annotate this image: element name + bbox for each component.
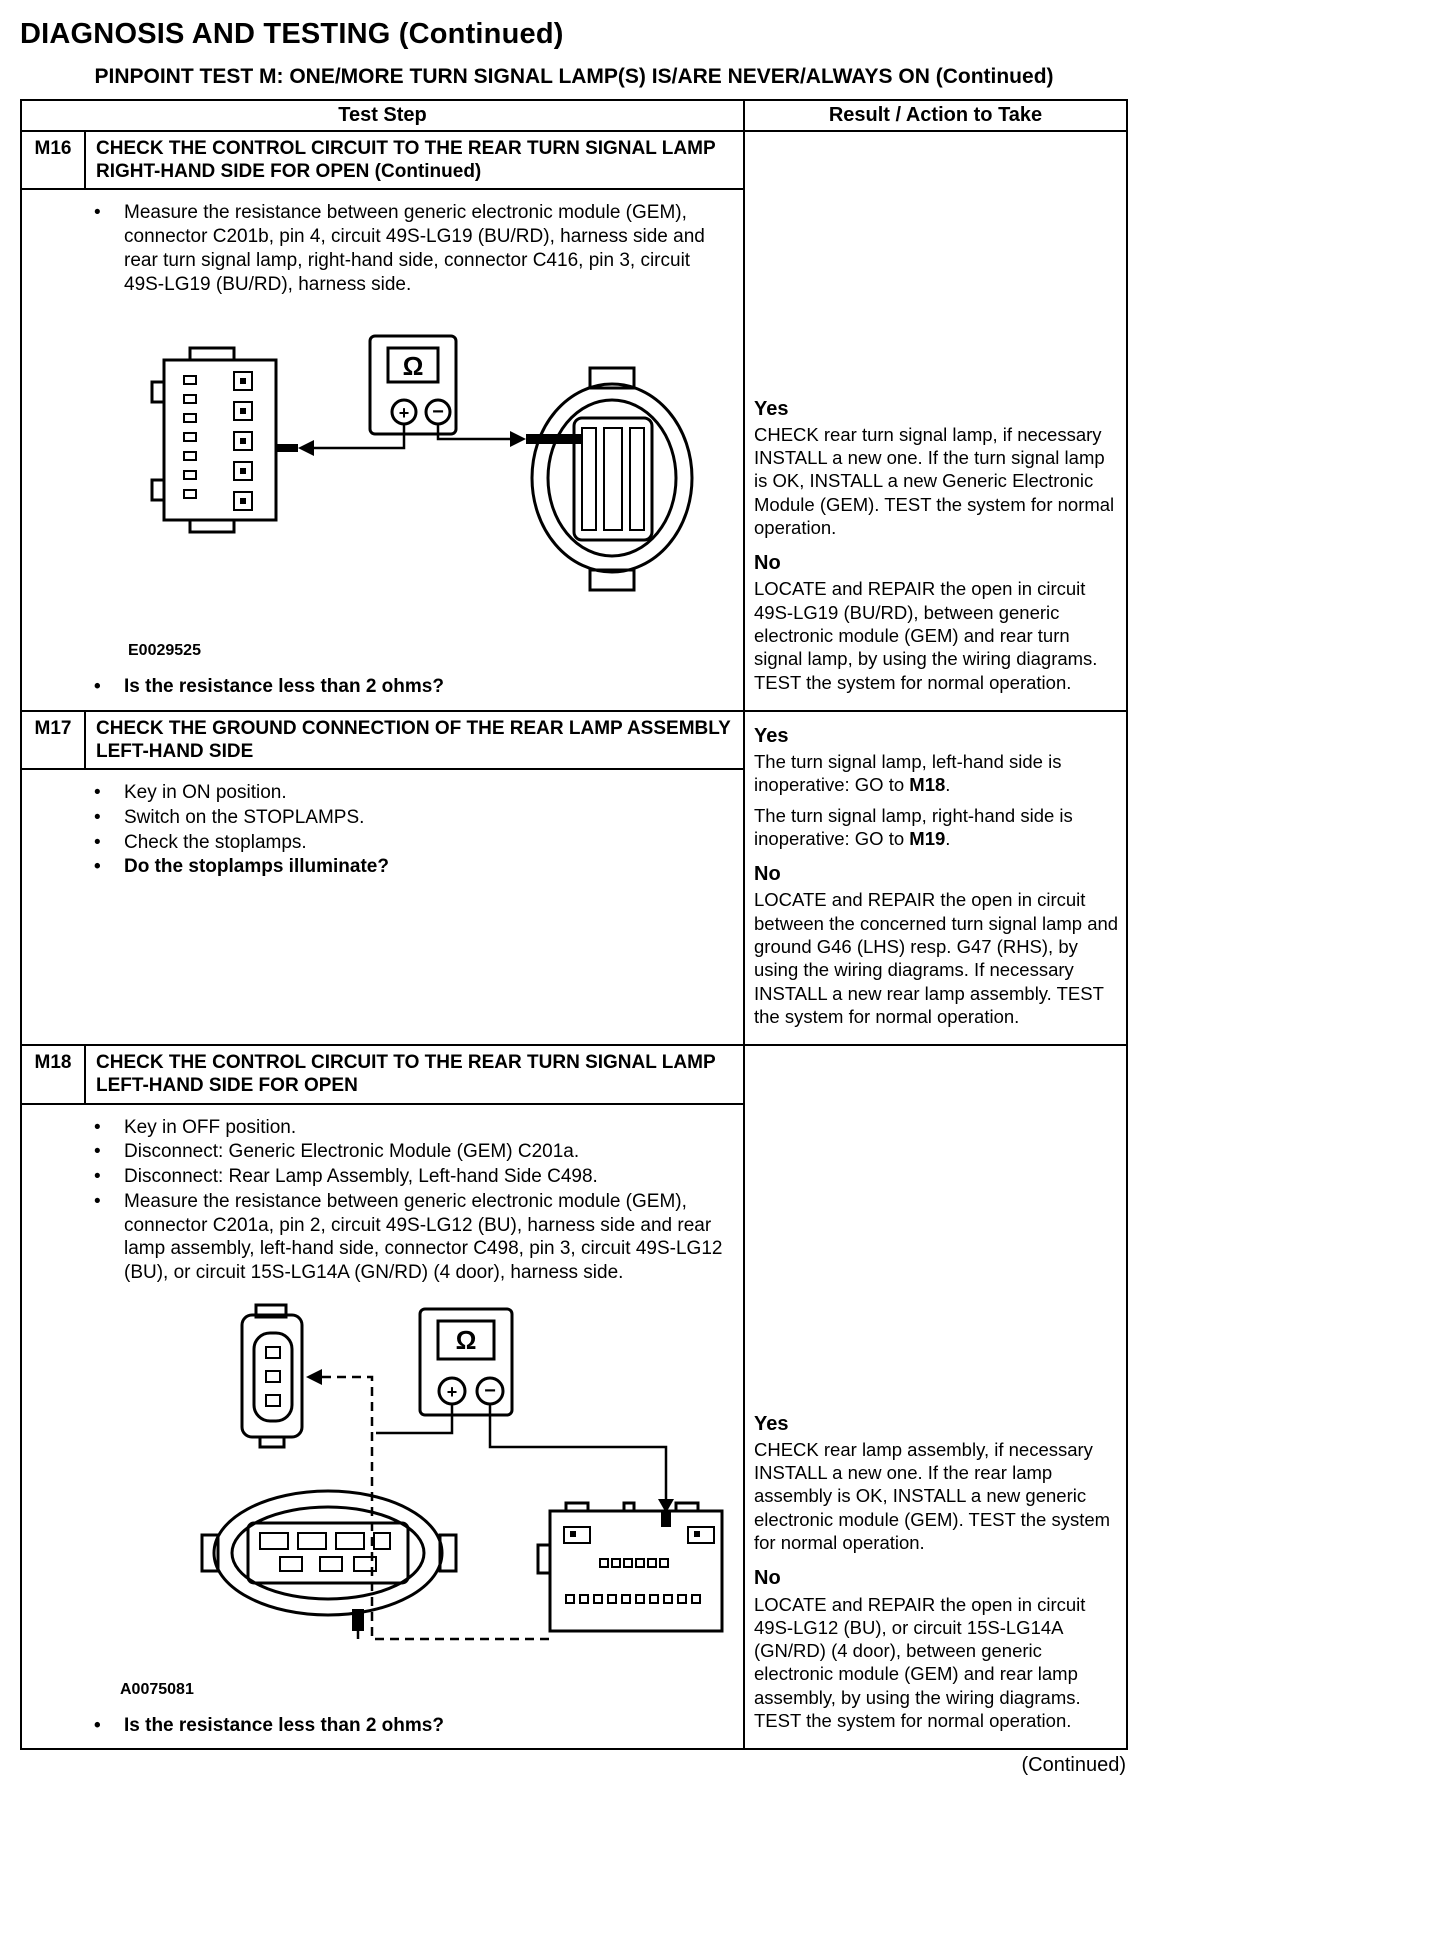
step-body-m16 [22, 190, 743, 710]
bullet-icon: • [94, 782, 101, 804]
result-no-label: No [754, 863, 781, 886]
pinpoint-test-table [20, 99, 1128, 1750]
bullet-icon: • [94, 1166, 101, 1188]
step-body-m18 [22, 1105, 743, 1749]
table-row [22, 1046, 1126, 1748]
minus-probe-label: − [432, 401, 444, 424]
result-no-label: No [754, 552, 781, 575]
step-instruction: • Measure the resistance between generic electronic module (GEM), connector C201b, pin 4, circuit 49S-LG19 (BU/RD), harness side and rear turn signal lamp, right-hand side, connector C416, pin 3, circuit 49S-LG19 (BU/RD), harness side. [94, 202, 705, 295]
step-title: CHECK THE CONTROL CIRCUIT TO THE REAR TURN SIGNAL LAMP RIGHT-HAND SIDE FOR OPEN (Continued) [96, 138, 716, 183]
step-id: M18 [22, 1046, 86, 1102]
figure-m18 [114, 1301, 735, 1666]
step-instruction: • Measure the resistance between generic electronic module (GEM), connector C201a, pin 2, circuit 49S-LG12 (BU), harness side and rear lamp assembly, left-hand side, connector C498, pin 3, circuit 49S-LG12 (BU), or circuit 15S-LG14A (GN/RD) (4 door), harness side. [94, 1190, 723, 1284]
bullet-icon: • [94, 1190, 101, 1212]
result-yes-text: CHECK rear turn signal lamp, if necessary INSTALL a new one. If the turn signal lamp is OK, INSTALL a new Generic Electronic Module (GEM). TEST the system for normal operation. [754, 423, 1115, 538]
step-instruction: • Disconnect: Generic Electronic Module (GEM) C201a. [94, 1141, 580, 1163]
bullet-icon: • [94, 676, 101, 698]
result-yes-text-1: The turn signal lamp, left-hand side is inoperative: GO to M18. [754, 751, 1062, 796]
step-title: CHECK THE CONTROL CIRCUIT TO THE REAR TURN SIGNAL LAMP LEFT-HAND SIDE FOR OPEN [96, 1052, 716, 1097]
bullet-icon: • [94, 1116, 101, 1138]
step-instruction: • Switch on the STOPLAMPS. [94, 806, 365, 828]
table-row [22, 712, 1126, 1046]
test-step-cell-m16 [22, 132, 745, 710]
table-row [22, 132, 1126, 712]
result-cell-m16 [745, 132, 1126, 710]
column-header-test-step: Test Step [22, 101, 745, 130]
page-title: DIAGNOSIS AND TESTING (Continued) [20, 18, 564, 50]
bullet-icon: • [94, 856, 101, 878]
goto-step-ref: M19 [909, 827, 946, 849]
bullet-icon: • [94, 1714, 101, 1736]
figure-label: A0075081 [120, 1680, 194, 1698]
step-instruction: • Check the stoplamps. [94, 831, 307, 853]
result-no-text: LOCATE and REPAIR the open in circuit between the concerned turn signal lamp and ground G46 (LHS) resp. G47 (RHS), by using the wiring diagrams. If necessary INSTALL a new rear lamp assembly. TEST the system for normal operation. [754, 889, 1119, 1027]
bullet-icon: • [94, 1141, 101, 1163]
step-id: M16 [22, 132, 86, 188]
step-id: M17 [22, 712, 86, 768]
figure-label: E0029525 [128, 642, 201, 660]
result-no-text: LOCATE and REPAIR the open in circuit 49S-LG19 (BU/RD), between generic electronic module (GEM) and rear turn signal lamp, by using the wiring diagrams. TEST the system for normal operation. [754, 578, 1098, 693]
plus-probe-label: + [398, 403, 410, 424]
step-question: • Is the resistance less than 2 ohms? [94, 676, 444, 698]
figure-m16 [142, 320, 735, 627]
wiring-diagram-m18-icon [114, 1301, 734, 1659]
result-yes-label: Yes [754, 724, 789, 747]
step-header-m16 [22, 132, 743, 190]
ohm-symbol: Ω [455, 1324, 477, 1355]
result-no-text: LOCATE and REPAIR the open in circuit 49S-LG12 (BU), or circuit 15S-LG14A (GN/RD) (4 door), between generic electronic module (GEM) and rear lamp assembly, by using the wiring diagrams. TEST the system for normal operation. [754, 1593, 1086, 1731]
result-yes-text-2: The turn signal lamp, right-hand side is inoperative: GO to M19. [754, 804, 1073, 849]
goto-step-ref: M18 [909, 774, 946, 796]
test-step-cell-m18 [22, 1046, 745, 1748]
result-cell-m17 [745, 712, 1126, 1044]
minus-probe-label: − [484, 1379, 496, 1402]
step-title: CHECK THE GROUND CONNECTION OF THE REAR LAMP ASSEMBLY LEFT-HAND SIDE [96, 717, 731, 763]
result-yes-label: Yes [754, 397, 789, 420]
result-yes-text: CHECK rear lamp assembly, if necessary INSTALL a new one. If the rear lamp assembly is OK, INSTALL a new generic electronic module (GEM). TEST the system for normal operation. [754, 1438, 1111, 1554]
test-step-cell-m17 [22, 712, 745, 1044]
ohm-symbol: Ω [402, 351, 424, 382]
step-instruction: • Key in OFF position. [94, 1116, 297, 1138]
plus-probe-label: + [446, 1381, 458, 1402]
bullet-icon: • [94, 806, 101, 828]
step-question: • Is the resistance less than 2 ohms? [94, 1714, 444, 1736]
wiring-diagram-m16-icon [142, 320, 702, 620]
step-instruction: • Key in ON position. [94, 782, 287, 804]
result-no-label: No [754, 1567, 781, 1590]
table-header-row [22, 101, 1126, 132]
column-header-result: Result / Action to Take [828, 104, 1043, 126]
continued-footer: (Continued) [1021, 1754, 1126, 1777]
step-body-m17 [22, 770, 743, 1044]
bullet-icon: • [94, 831, 101, 853]
result-yes-label: Yes [754, 1412, 789, 1435]
bullet-icon: • [94, 202, 101, 224]
step-question: • Do the stoplamps illuminate? [94, 856, 389, 878]
step-header-m17 [22, 712, 743, 770]
step-instruction: • Disconnect: Rear Lamp Assembly, Left-hand Side C498. [94, 1166, 598, 1188]
step-header-m18 [22, 1046, 743, 1104]
pinpoint-test-subtitle: PINPOINT TEST M: ONE/MORE TURN SIGNAL LAMP(S) IS/ARE NEVER/ALWAYS ON (Continued) [94, 65, 1054, 88]
result-cell-m18 [745, 1046, 1126, 1748]
